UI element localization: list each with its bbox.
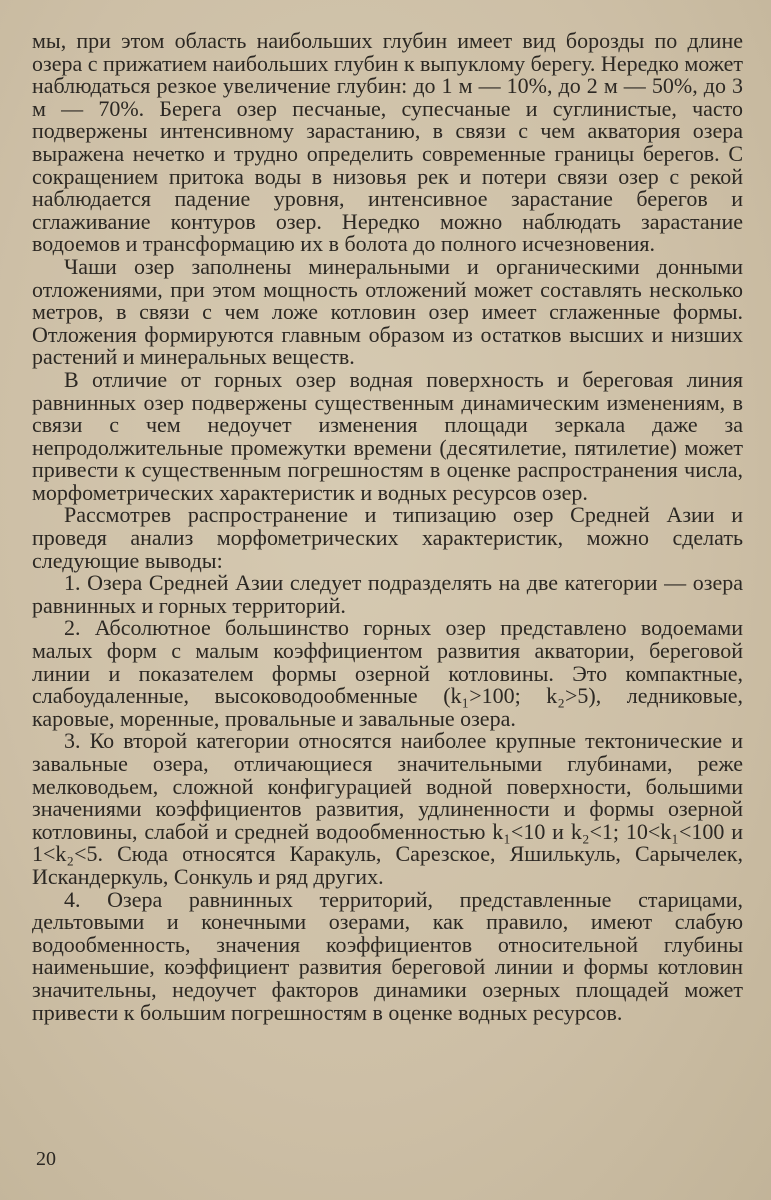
conclusion-item-2: 2. Абсолютное большинство горных озер представлено водоемами малых форм с малым коэффициентом развития акватории, береговой линии и показателем формы озерной котловины. Это компактные, слабоудаленные, высоководообменные (k₁>100; k₂>5), ледниковые, каровые, моренные, провальные и завальные озера. <box>32 615 743 731</box>
body-text <box>32 30 743 1024</box>
paragraph-lake-bottom-deposits: Чаши озер заполнены минеральными и органическими донными отложениями, при этом мощность отложений может составлять несколько метров, в связи с чем ложе котловин озер имеет сглаженные формы. Отложения формируются главным образом из остатков высших и низших растений и минеральных веществ. <box>32 253 743 370</box>
paragraph-conclusions-intro: Рассмотрев распространение и типизацию озер Средней Азии и проведя анализ морфометрических характеристик, можно сделать следующие выводы: <box>32 502 743 573</box>
page-number: 20 <box>36 1148 56 1170</box>
conclusion-item-3: 3. Ко второй категории относятся наиболее крупные тектонические и завальные озера, отличающиеся значительными глубинами, реже мелководьем, сложной конфигурацией водной поверхности, большими значениями коэффициентов развития, удлиненности и формы озерной котловины, слабой и средней водообменностью k₁<10 и k₂<1; 10<k₁<100 и 1<k₂<5. Сюда относятся Каракуль, Сарезское, Яшилькуль, Сарычелек, Искандеркуль, Сонкуль и ряд других. <box>32 728 743 889</box>
conclusion-item-4: 4. Озера равнинных территорий, представленные старицами, дельтовыми и конечными озерами, как правило, имеют слабую водообменность, значения коэффициентов относительной глубины наименьшие, коэффициент развития береговой линии и формы котловин значительны, недоучет факторов динамики озерных площадей может привести к большим погрешностям в оценке водных ресурсов. <box>32 886 743 1025</box>
paragraph-continuation: мы, при этом область наибольших глубин имеет вид борозды по длине озера с прижатием наибольших глубин к выпуклому берегу. Нередко может наблюдаться резкое увеличение глубин: до 1 м — 10%, до 2 м — 50%, до 3 м — 70%. Берега озер песчаные, супесчаные и суглинистые, часто подвержены интенсивному зарастанию, в связи с чем акватория озера выражена нечетко и трудно определить современные границы берегов. С сокращением притока воды в низовья рек и потери связи озер с рекой наблюдается падение уровня, интенсивное зарастание берегов и сглаживание контуров озер. Нередко можно наблюдать зарастание водоемов и трансформацию их в болота до полного исчезновения. <box>32 28 743 257</box>
paragraph-plain-lakes-dynamics: В отличие от горных озер водная поверхность и береговая линия равнинных озер подвержены существенным динамическим изменениям, в связи с чем недоучет изменения площади зеркала даже за непродолжительные промежутки времени (десятилетие, пятилетие) может привести к существенным погрешностям в оценке распространения числа, морфометрических характеристик и водных ресурсов озер. <box>32 366 743 505</box>
conclusion-item-1: 1. Озера Средней Азии следует подразделять на две категории — озера равнинных и горных территорий. <box>32 570 743 618</box>
